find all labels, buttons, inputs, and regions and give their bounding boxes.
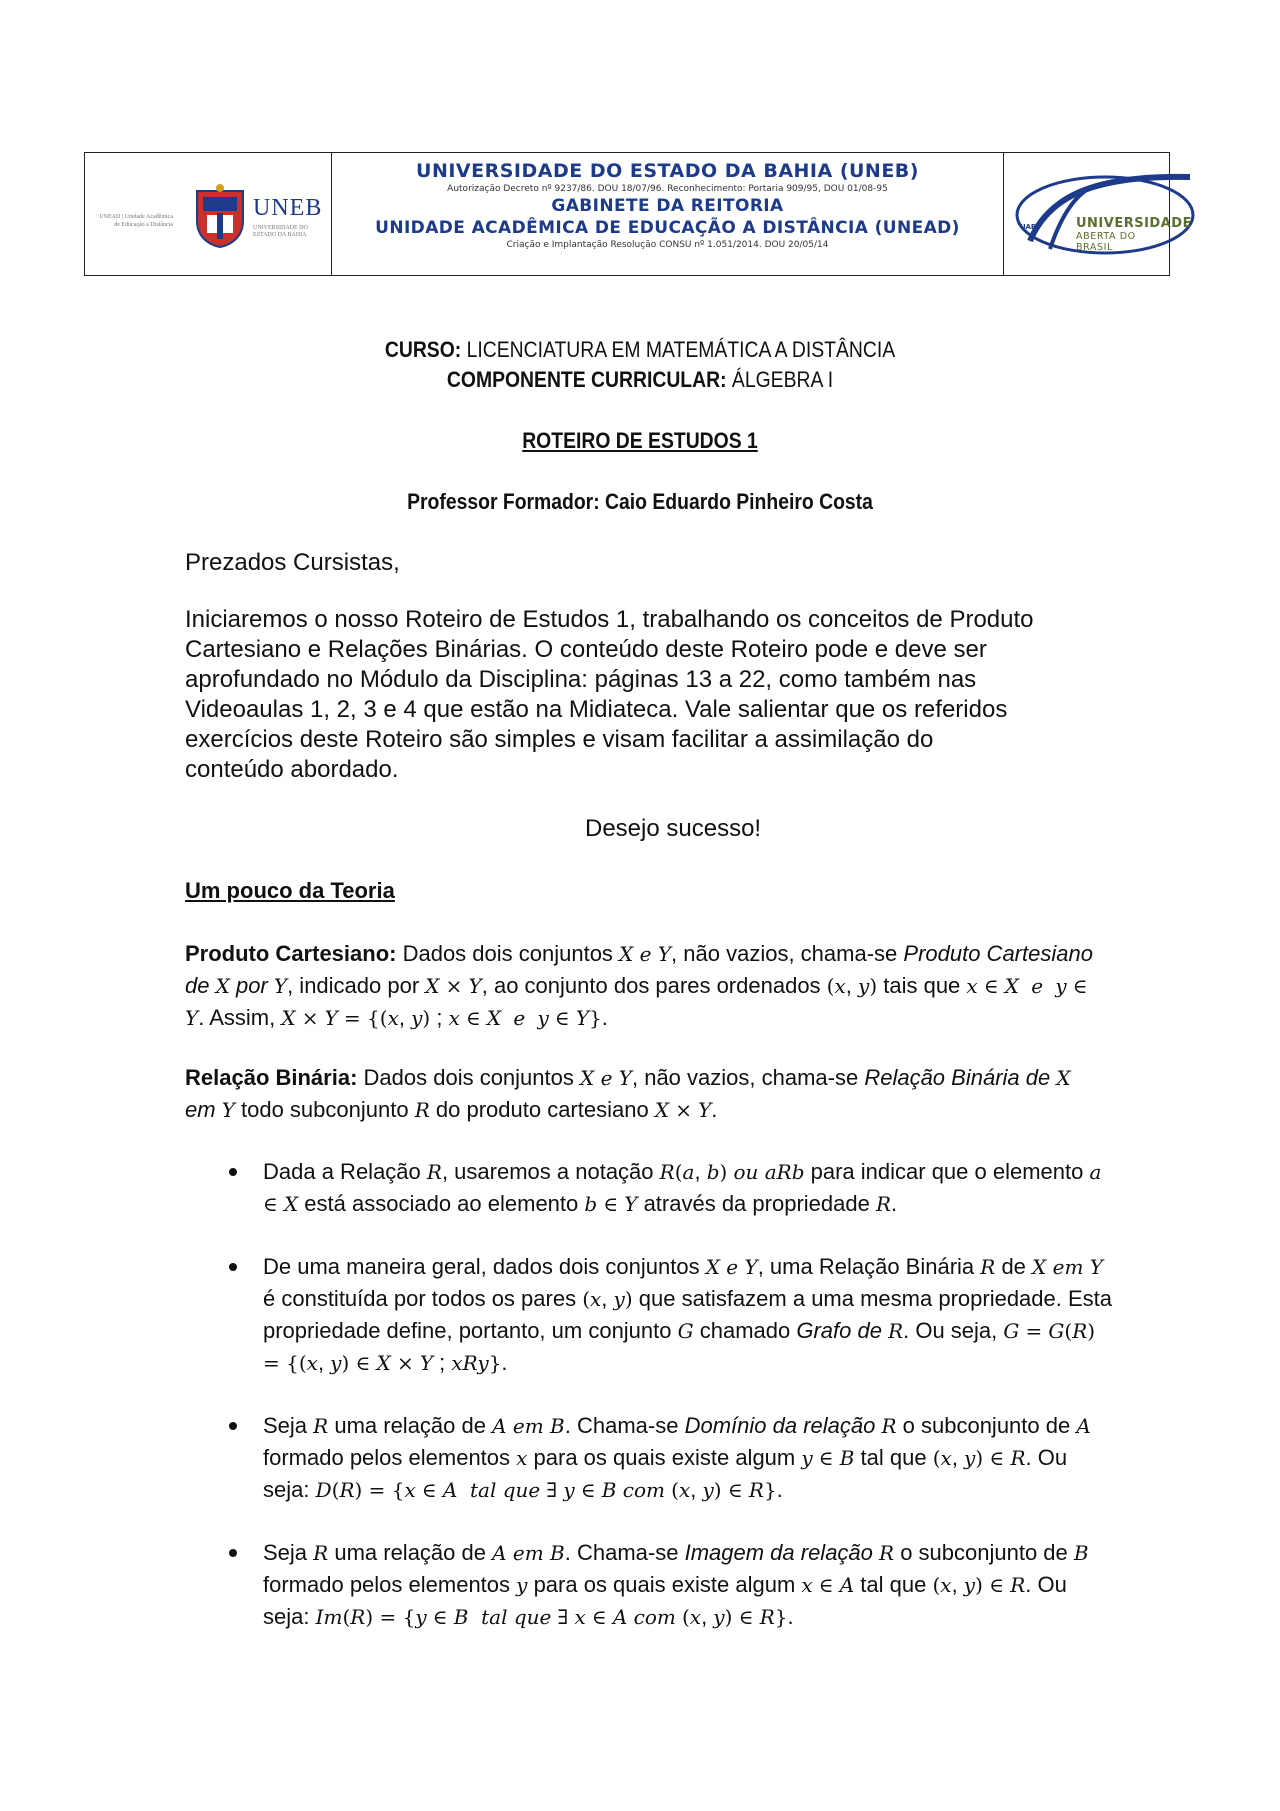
institution-header bbox=[84, 152, 1192, 276]
course-value: LICENCIATURA EM MATEMÁTICA A DISTÂNCIA bbox=[461, 337, 896, 362]
produto-label: Produto Cartesiano: bbox=[185, 941, 397, 966]
uneb-wordmark: UNEB bbox=[253, 195, 323, 221]
paragraph-line: Iniciaremos o nosso Roteiro de Estudos 1, trabalhando os conceitos de Produto bbox=[185, 606, 1034, 633]
list-item: Dada a Relação R, usaremos a notação R(a, b) ou aRb para indicar que o elemento a ∈ X está associado ao elemento b ∈ Y através da propriedade R. bbox=[185, 1156, 1115, 1220]
paragraph-line: aprofundado no Módulo da Disciplina: páginas 13 a 22, como também nas bbox=[185, 666, 977, 693]
unit-title: UNIDADE ACADÊMICA DE EDUCAÇÃO A DISTÂNCIA (UNEAD) bbox=[375, 218, 960, 238]
institution-text-cell bbox=[332, 153, 1004, 275]
bullet-icon bbox=[229, 1549, 237, 1557]
list-item: Seja R uma relação de A em B. Chama-se Domínio da relação R o subconjunto de A formado pelos elementos x para os quais existe algum y ∈ B tal que (x, y) ∈ R. Ou seja: D(R) = {x ∈ A tal que ∃ y ∈ B com (x, y) ∈ R}. bbox=[185, 1410, 1115, 1506]
bullet-icon bbox=[229, 1263, 237, 1271]
uab-subtitle: ABERTA DO BRASIL bbox=[1076, 231, 1136, 253]
bullet-icon bbox=[229, 1168, 237, 1176]
component-label: COMPONENTE CURRICULAR: bbox=[446, 367, 727, 392]
list-item: Seja R uma relação de A em B. Chama-se Imagem da relação R o subconjunto de B formado pelos elementos y para os quais existe algum x ∈ A tal que (x, y) ∈ R. Ou seja: Im(R) = {y ∈ B tal que ∃ x ∈ A com (x, y) ∈ R}. bbox=[185, 1537, 1115, 1633]
greeting: Prezados Cursistas, bbox=[185, 549, 400, 576]
component-line bbox=[77, 366, 1203, 394]
course-line bbox=[77, 336, 1203, 364]
paragraph-line: exercícios deste Roteiro são simples e visam facilitar a assimilação do bbox=[185, 726, 934, 753]
paragraph-line: Cartesiano e Relações Binárias. O conteúdo deste Roteiro pode e deve ser bbox=[185, 636, 987, 663]
component-value: ÁLGEBRA I bbox=[726, 367, 834, 392]
uab-mark: UAB bbox=[1020, 223, 1037, 231]
creation-note: Criação e Implantação Resolução CONSU nº 1.051/2014. DOU 20/05/14 bbox=[506, 240, 829, 250]
professor-line: Professor Formador: Caio Eduardo Pinheiro Costa bbox=[407, 489, 873, 514]
bullet-icon bbox=[229, 1422, 237, 1430]
uneb-logo-cell bbox=[85, 153, 332, 275]
paragraph-line: Videoaulas 1, 2, 3 e 4 que estão na Midiateca. Vale salientar que os referidos bbox=[185, 696, 1008, 723]
uneb-crest-icon bbox=[193, 183, 247, 249]
list-item: De uma maneira geral, dados dois conjuntos X e Y, uma Relação Binária R de X em Y é constituída por todos os pares (x, y) que satisfazem a uma mesma propriedade. Esta propriedade define, portanto, um conjunto G chamado Grafo de R. Ou seja, G = G(R) = {(x, y) ∈ X × Y ; xRy}. bbox=[185, 1251, 1115, 1379]
uneb-caption: UNIVERSIDADE DO ESTADO DA BAHIA bbox=[253, 225, 308, 238]
intro-paragraph bbox=[185, 605, 1115, 785]
uab-wordmark: UNIVERSIDADE bbox=[1076, 216, 1192, 231]
theory-bullet-list bbox=[185, 1156, 1115, 1633]
produto-cartesiano-definition: Produto Cartesiano: Dados dois conjuntos X e Y, não vazios, chama-se Produto Cartesiano de X por Y, indicado por X × Y, ao conjunto dos pares ordenados (x, y) tais que x ∈ X e y ∈ Y. Assim, X × Y = {(x, y) ; x ∈ X e y ∈ Y}. bbox=[185, 941, 1093, 1030]
uab-logo-cell bbox=[1004, 153, 1192, 275]
authorization-note: Autorização Decreto nº 9237/86. DOU 18/07/96. Reconhecimento: Portaria 909/95, DOU 01/08-95 bbox=[447, 184, 888, 194]
cabinet-title: GABINETE DA REITORIA bbox=[551, 196, 784, 216]
section-title: Um pouco da Teoria bbox=[185, 878, 395, 903]
closing: Desejo sucesso! bbox=[585, 815, 762, 842]
relacao-binaria-definition: Relação Binária: Dados dois conjuntos X e Y, não vazios, chama-se Relação Binária de X em Y todo subconjunto R do produto cartesiano X × Y. bbox=[185, 1065, 1071, 1122]
paragraph-line: conteúdo abordado. bbox=[185, 756, 399, 783]
course-label: CURSO: bbox=[384, 337, 462, 362]
relacao-label: Relação Binária: bbox=[185, 1065, 358, 1090]
unead-small-text: UNEAD | Unidade Acadêmica de Educação a Distância bbox=[99, 214, 173, 228]
roteiro-title: ROTEIRO DE ESTUDOS 1 bbox=[522, 428, 758, 453]
university-name: UNIVERSIDADE DO ESTADO DA BAHIA (UNEB) bbox=[416, 160, 919, 182]
